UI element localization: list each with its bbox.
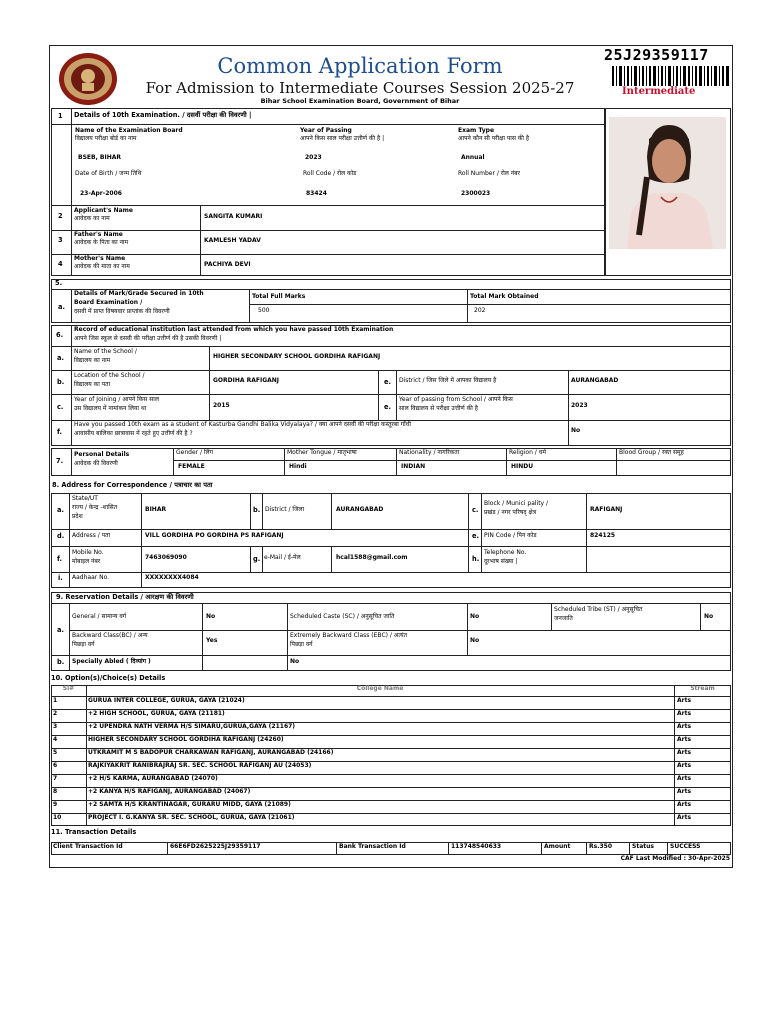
gender-value: FEMALE [178,463,205,470]
email-label: e-Mail / ई-मेल [264,554,301,561]
bseb-emblem-icon [58,52,118,106]
state-label-hi: राज्य / केन्द्र -शासित [72,504,118,511]
row-sl: 7 [53,775,58,782]
obtained-marks-value: 202 [474,307,486,314]
st-value: No [704,613,714,620]
address-label: Address / पता [72,532,111,539]
row-stream: Arts [677,775,692,782]
state-value: BIHAR [145,506,167,513]
section-6b-marker: b. [57,378,65,386]
row-college: +2 HIGH SCHOOL, GURUA, GAYA (21181) [88,710,225,717]
passing-marker: e. [384,403,391,411]
row-stream: Arts [677,788,692,795]
row-sl: 9 [53,801,58,808]
bc-label-hi: पिछड़ा वर्ग [72,641,95,648]
general-value: No [206,613,216,620]
marks-label-1: Details of Mark/Grade Secured in 10th [74,290,204,297]
row-college: HIGHER SECONDARY SCHOOL GORDIHA RAFIGANJ (24260) [88,736,284,743]
marks-label-hi: दसवी में प्राप्त विषयवार प्राप्तांक की विवरणी [74,308,170,315]
applicant-name-label-hi: आवेदक का नाम [74,215,110,222]
row-stream: Arts [677,710,692,717]
applicant-name-label: Applicant's Name [74,207,133,214]
obtained-marks-label: Total Mark Obtained [470,293,539,300]
board-label: Name of the Examination Board [75,127,183,134]
col-stream: Stream [690,685,715,692]
joining-year-label: Year of Joining / आपने किस साल [74,396,159,403]
row-college: +2 H/S KARMA, AURANGABAD (24070) [88,775,218,782]
pin-label: PIN Code / पिन कोड [484,532,537,539]
specially-abled-label: Specially Abled ( दिव्यांग ) [72,658,151,665]
section-6c-marker: c. [57,403,64,411]
client-txn-value: 66E6FD2625225J29359117 [170,843,261,850]
father-name-label: Father's Name [74,231,123,238]
block-label: Block / Munici pality / [484,500,549,507]
client-txn-label: Client Transaction Id [53,843,123,850]
row-college: +2 KANYA H/S RAFIGANJ, AURANGABAD (24067) [88,788,251,795]
st-label: Scheduled Tribe (ST) / अनुसूचित [554,606,643,613]
address-marker: d. [57,532,65,540]
section-5a-marker: a. [58,303,65,311]
reservation-marker: a. [57,626,64,634]
school-district-value: AURANGABAD [571,377,619,384]
exam-type-label-hi: आपने कौन सी परीक्षा पास की है [458,135,530,142]
row-stream: Arts [677,723,692,730]
col-sl: Sl# [62,685,75,692]
applicant-photo-icon [609,117,726,249]
total-marks-value: 500 [258,307,270,314]
row-stream: Arts [677,762,692,769]
row-college: RAJKIYAKRIT RANIBRAJRAJ SR. SEC. SCHOOL RAFIGANJ AU (24053) [88,762,312,769]
aadhaar-label: Aadhaar No. [72,574,110,581]
section-6-title-hi: आपने जिस स्कूल से दसवी की परीक्षा उत्तीर्ण की है उसकी विवरणी | [74,335,222,342]
mobile-value: 7463069090 [145,554,187,561]
status-value: SUCCESS [670,843,701,850]
email-marker: g. [253,555,261,563]
kgbv-question: Have you passed 10th exam as a student of Kasturba Gandhi Balika Vidyalaya? / क्या आपने दसवीं की परीक्षा कस्तूरबा गाँधी [74,421,411,428]
row-college: +2 SAMTA H/S KRANTINAGAR, GURARU MIDD, GAYA (21089) [88,801,291,808]
passing-year-label-hi: साल विद्यालय से परीक्षा उत्तीर्ण की है [399,405,478,412]
row-stream: Arts [677,736,692,743]
row-stream: Arts [677,749,692,756]
sc-value: No [470,613,480,620]
marks-label-2: Board Examination / [74,299,143,306]
religion-label: Religion / धर्म [509,449,546,456]
district-b-marker: b. [253,506,261,514]
school-district-label: District / जिस जिले में आपका विद्यालय है [399,377,497,384]
pin-value: 824125 [590,532,616,539]
general-label: General / सामान्य वर्ग [72,613,127,620]
nationality-label: Nationality / नागरिकता [399,449,460,456]
telephone-label-hi: दूरभाष संख्या | [484,558,518,565]
status-label: Status [632,843,654,850]
form-title: Common Application Form [217,54,503,78]
telephone-label: Telephone No. [484,549,527,556]
form-subtitle: For Admission to Intermediate Courses Session 2025-27 [145,79,575,97]
row-stream: Arts [677,697,692,704]
section-6f-marker: f. [57,428,63,436]
joining-year-label-hi: उस विद्यालय में नामांकन लिया था [74,405,147,412]
row-college: UTKRAMIT M S BADOPUR CHARKAWAN RAFIGANJ, AURANGABAD (24166) [88,749,334,756]
joining-year-value: 2015 [213,402,230,409]
specially-abled-value: No [290,658,300,665]
school-location-label-hi: विद्यालय का पता [74,381,111,388]
st-label-hi: जनजाति [554,615,573,622]
mother-name-label-hi: आवेदक की माता का नाम [74,263,130,270]
exam-type-label: Exam Type [458,127,495,134]
mother-name-value: PACHIYA DEVI [204,261,251,268]
address-district-value: AURANGABAD [336,506,384,513]
row-college: PROJECT I. G.KANYA SR. SEC. SCHOOL, GURUA, GAYA (21061) [88,814,295,821]
section-10-title: 10. Option(s)/Choice(s) Details [51,674,166,682]
section-3-number: 3 [58,236,63,244]
bank-txn-value: 113748540633 [451,843,502,850]
school-location-label: Location of the School / [74,372,145,379]
section-5-box [51,279,731,323]
row-sl: 5 [53,749,58,756]
state-label: State/UT [72,495,98,502]
mother-tongue-value: Hindi [289,463,307,470]
row-sl: 8 [53,788,58,795]
block-label-hi: प्रखंड / नगर परिषद् क्षेत्र [484,509,537,516]
bc-label: Backward Class(BC) / अन्य [72,632,148,639]
applicant-name-value: SANGITA KUMARI [204,213,263,220]
passing-year-value: 2023 [571,402,588,409]
row-sl: 10 [53,814,62,821]
school-location-value: GORDIHA RAFIGANJ [213,377,280,384]
row-college: GURUA INTER COLLEGE, GURUA, GAYA (21024) [88,697,245,704]
row-sl: 2 [53,710,58,717]
section-6-number: 6. [56,331,64,339]
nationality-value: INDIAN [401,463,426,470]
section-4-number: 4 [58,260,63,268]
school-name-label: Name of the School / [74,348,137,355]
section-1-title: Details of 10th Examination. / दसवीं परीक्षा की विवरणी | [74,111,252,119]
gender-label: Gender / लिंग [176,449,213,456]
section-6-title: Record of educational institution last attended from which you have passed 10th Examination [74,326,394,333]
religion-value: HINDU [511,463,534,470]
bank-txn-label: Bank Transaction Id [339,843,406,850]
amount-label: Amount [544,843,571,850]
exam-type-value: Annual [461,154,485,161]
sc-label: Scheduled Caste (SC) / अनुसूचित जाति [290,613,395,620]
board-value: BSEB, BIHAR [78,154,122,161]
year-value: 2023 [305,154,322,161]
blood-group-label: Blood Group / रक्त समूह [619,449,684,456]
amount-value: Rs.350 [589,843,612,850]
roll-number-label: Roll Number / रोल नंबर [458,170,520,177]
block-value: RAFIGANJ [590,506,623,513]
board-name: Bihar School Examination Board, Government of Bihar [260,97,460,105]
section-5-number: 5. [55,279,63,287]
barcode-icon [612,66,730,86]
row-sl: 3 [53,723,58,730]
school-name-label-hi: विद्यालय का नाम [74,357,111,364]
address-district-label: District / जिला [265,506,305,513]
ebc-label-hi: पिछड़ा वर्ग [290,641,313,648]
section-11-title: 11. Transaction Details [51,828,137,836]
row-stream: Arts [677,814,692,821]
kgbv-answer: No [571,427,581,434]
row-sl: 6 [53,762,58,769]
pin-marker: e. [472,532,479,540]
bc-value: Yes [206,637,218,644]
section-6a-marker: a. [57,354,64,362]
dob-label: Date of Birth / जन्म तिथि [75,170,142,177]
roll-code-value: 83424 [306,190,327,197]
year-label: Year of Passing [300,127,352,134]
telephone-marker: h. [472,555,480,563]
form-number: 25J29359117 [604,46,709,64]
roll-code-label: Roll Code / रोल कोड [303,170,357,177]
row-sl: 1 [53,697,58,704]
section-7-number: 7. [56,457,64,465]
aadhaar-value: XXXXXXXX4084 [145,574,199,581]
col-college: College Name [356,685,404,692]
mobile-marker: f. [57,555,63,563]
year-label-hi: आपने किस साल परीक्षा उत्तीर्ण की है | [300,135,385,142]
row-sl: 4 [53,736,58,743]
personal-details-label-hi: आवेदक की विवरणी [74,460,118,467]
state-label-hi-2: प्रदेश [72,513,83,520]
total-marks-label: Total Full Marks [252,293,306,300]
roll-number-value: 2300023 [461,190,491,197]
section-8-title: 8. Address for Correspondence / पत्राचार का पता [52,481,213,489]
dob-value: 23-Apr-2006 [80,190,122,197]
stream-badge: Intermediate [622,86,696,97]
district-marker: e. [384,378,391,386]
school-name-value: HIGHER SECONDARY SCHOOL GORDIHA RAFIGANJ [213,353,381,360]
row-college: +2 UPENDRA NATH VERMA H/S SIMARU,GURUA,GAYA (21167) [88,723,296,730]
ebc-value: No [470,637,480,644]
mobile-label-hi: मोबाइल नंबर [72,558,101,565]
father-name-value: KAMLESH YADAV [204,237,261,244]
aadhaar-marker: i. [58,574,63,582]
address-value: VILL GORDIHA PO GORDIHA PS RAFIGANJ [145,532,284,539]
last-modified: CAF Last Modified : 30-Apr-2025 [620,855,730,862]
mother-tongue-label: Mother Tongue / मातृभाषा [287,449,357,456]
kgbv-question-hi: आवासीय बालिका छात्रावास में रहते हुए उत्तीर्ण की है ? [74,430,193,437]
section-2-number: 2 [58,212,63,220]
block-marker: c. [472,506,479,514]
board-label-hi: विद्यालय परीक्षा बोर्ड का नाम [75,135,137,142]
mobile-label: Mobile No. [72,549,104,556]
father-name-label-hi: आवेदक के पिता का नाम [74,239,129,246]
section-1-number: 1 [58,112,63,120]
mother-name-label: Mother's Name [74,255,126,262]
row-stream: Arts [677,801,692,808]
passing-year-label: Year of passing from School / आपने किस [399,396,513,403]
abled-marker: b. [57,658,65,666]
section-9-title: 9. Reservation Details / आरक्षण की विवरणी [56,593,194,601]
email-value: hcal1588@gmail.com [336,554,408,561]
state-marker: a. [57,506,64,514]
personal-details-label: Personal Details [74,451,130,458]
ebc-label: Extremely Backward Class (EBC) / अत्यंत [290,632,408,639]
